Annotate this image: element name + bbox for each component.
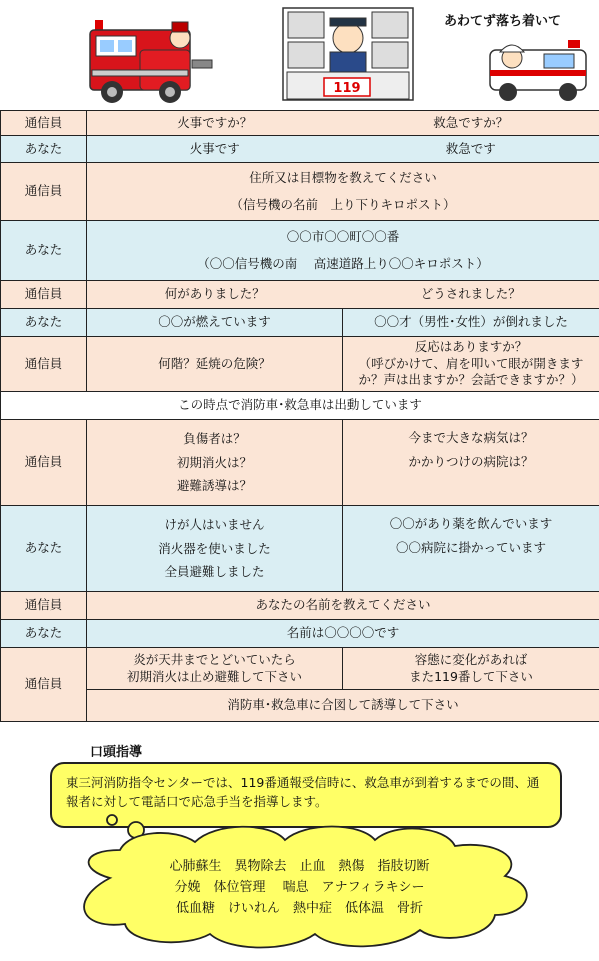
speaker-label: 通信員 xyxy=(1,337,87,392)
speaker-label: 通信員 xyxy=(1,420,87,506)
cell-text: どうされました？ xyxy=(343,281,599,309)
line: 〇〇市〇〇町〇〇番 xyxy=(286,229,400,245)
cell-text: 火事です xyxy=(87,136,343,163)
line: 反応はありますか？ xyxy=(414,338,528,354)
line: 今まで大きな病気は？ xyxy=(408,430,534,445)
line: また119番して下さい xyxy=(409,668,533,684)
first-aid-list: 低血糖 けいれん 熱中症 低体温 骨折 xyxy=(175,900,423,916)
tagline: あわてず落ち着いて xyxy=(444,14,562,29)
cell-text: 火事ですか？ xyxy=(87,111,343,136)
line: 避難誘導は？ xyxy=(176,478,252,494)
cell-text: 名前は〇〇〇〇です xyxy=(87,620,599,648)
cell-text: 〇〇が燃えています xyxy=(87,309,343,337)
line: 住所又は目標物を教えてください xyxy=(249,170,437,186)
cell-text: 〇〇才（男性･女性）が倒れました xyxy=(343,309,599,337)
first-aid-list: 分娩 体位管理 喘息 アナフィラキシー xyxy=(174,879,425,895)
line: 容態に変化があれば xyxy=(414,652,528,668)
speaker-label: あなた xyxy=(1,309,87,337)
line: 炎が天井までとどいていたら xyxy=(133,652,296,668)
guidance-title: 口頭指導 xyxy=(90,745,143,760)
thought-dot xyxy=(107,815,117,825)
speaker-label: 通信員 xyxy=(1,648,87,722)
line: 負傷者は？ xyxy=(183,430,246,446)
cloud-text xyxy=(0,857,599,919)
line: 消火器を使いました xyxy=(158,540,271,556)
cell-text: 救急です xyxy=(343,136,599,163)
cell-text: あなたの名前を教えてください xyxy=(87,592,599,620)
guidance-bubble: 東三河消防指令センターでは、119番通報受信時に、救急車が到着するまでの間、通報者に対して電話口で応急手当を指導します。 xyxy=(50,762,562,828)
illustration-badge: 119 xyxy=(333,81,361,96)
cell-text: 消防車･救急車に合図して誘導して下さい xyxy=(87,690,599,722)
line: 〇〇があり薬を飲んでいます xyxy=(389,516,553,531)
cell-text: 救急ですか？ xyxy=(343,111,599,136)
speaker-label: あなた xyxy=(1,620,87,648)
line: か？声は出ますか？会話できますか？） xyxy=(358,372,584,388)
speaker-label: 通信員 xyxy=(1,281,87,309)
speaker-label: 通信員 xyxy=(1,163,87,221)
line: 全員避難しました xyxy=(164,564,265,580)
line: 初期消火は？ xyxy=(176,454,252,470)
line: 〇〇病院に掛かっています xyxy=(395,539,546,555)
dispatch-notice: この時点で消防車･救急車は出動しています xyxy=(1,392,599,420)
line: （〇〇信号機の南 高速道路上り〇〇キロポスト） xyxy=(197,255,489,271)
speaker-label: 通信員 xyxy=(1,592,87,620)
speaker-label: あなた xyxy=(1,506,87,592)
cell-text: 何階？延焼の危険？ xyxy=(87,337,343,392)
line: 初期消火は止め避難して下さい xyxy=(126,668,302,684)
line: （信号機の名前 上り下りキロポスト） xyxy=(230,196,456,212)
line: （呼びかけて、肩を叩いて眼が開きます xyxy=(358,355,584,371)
line: かかりつけの病院は？ xyxy=(408,453,534,469)
line: けが人はいません xyxy=(164,516,265,532)
speaker-label: あなた xyxy=(1,221,87,281)
first-aid-list: 心肺蘇生 異物除去 止血 熱傷 指肢切断 xyxy=(169,859,430,874)
speaker-label: あなた xyxy=(1,136,87,163)
cell-text: 何がありました？ xyxy=(87,281,343,309)
speaker-label: 通信員 xyxy=(1,111,87,136)
